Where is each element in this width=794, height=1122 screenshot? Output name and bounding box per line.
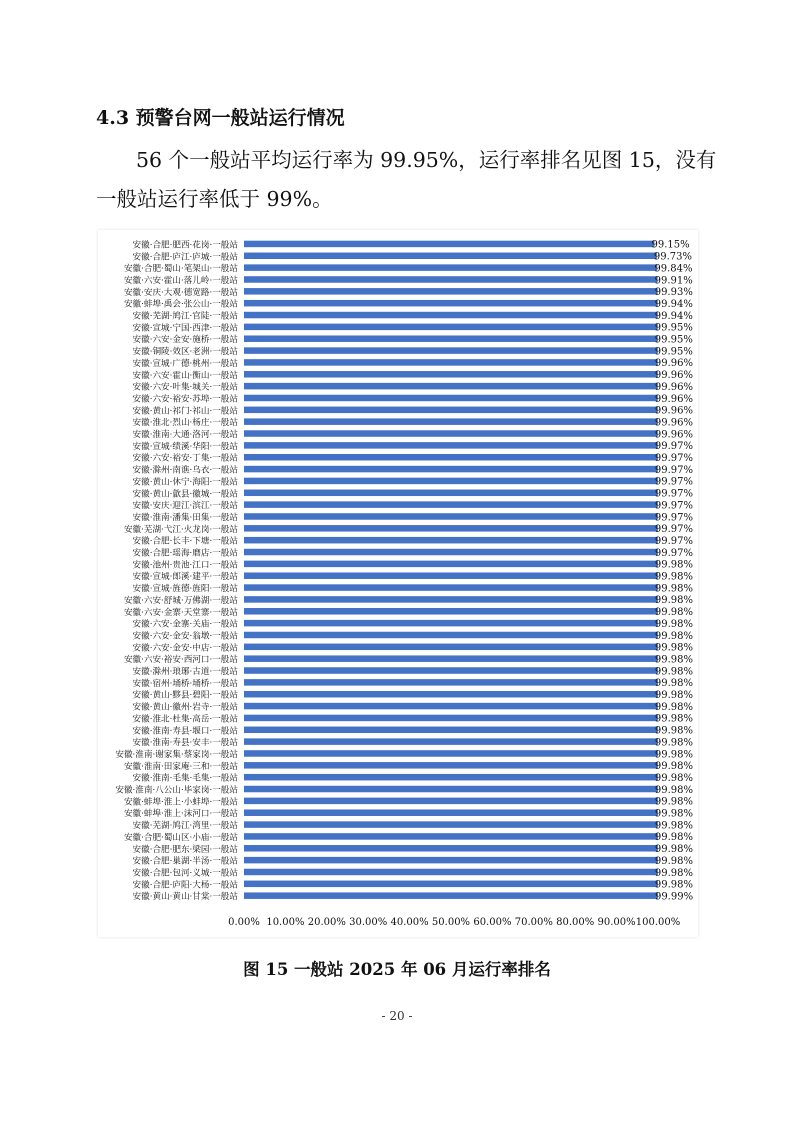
x-tick-label: 60.00% [473, 917, 512, 928]
value-label: 99.98% [654, 654, 694, 666]
data-bar [244, 395, 658, 402]
page-number: - 20 - [381, 1009, 413, 1023]
category-label: 安徽·黄山·黄山·甘棠·一般站 [132, 892, 238, 903]
value-label: 99.98% [654, 713, 694, 725]
category-label: 安徽·宣城·宁国·西津·一般站 [132, 323, 238, 334]
x-tick-label: 40.00% [390, 917, 429, 928]
data-bar [244, 809, 658, 816]
data-bar [244, 442, 658, 449]
data-bar [244, 596, 658, 603]
value-label: 99.98% [654, 867, 694, 879]
category-label: 安徽·六安·霍山·落儿岭·一般站 [123, 275, 238, 286]
value-label: 99.97% [654, 464, 694, 476]
value-label: 99.94% [654, 310, 693, 322]
data-bar [244, 537, 658, 544]
bar-chart [98, 230, 698, 937]
value-label: 99.98% [654, 796, 694, 808]
data-bar [244, 620, 658, 627]
data-bar [244, 513, 658, 520]
category-label: 安徽·铜陵·效区·老洲·一般站 [132, 347, 238, 358]
value-label: 99.98% [654, 595, 694, 607]
x-tick-label: 90.00% [597, 917, 636, 928]
category-label: 安徽·芜湖·鸠江·官陡·一般站 [132, 311, 238, 322]
data-bar [244, 798, 658, 805]
category-label: 安徽·宣城·郎溪·建平·一般站 [132, 572, 238, 583]
category-label: 安徽·六安·金安·中店·一般站 [132, 643, 238, 654]
data-bar [244, 833, 658, 840]
value-label: 99.96% [654, 358, 693, 370]
category-label: 安徽·黄山·黟县·碧阳·一般站 [132, 690, 238, 701]
category-label: 安徽·安庆·大观·德宽路·一般站 [123, 287, 238, 298]
data-bar [244, 715, 658, 722]
data-bar [244, 276, 658, 283]
data-bar [244, 288, 658, 295]
category-label: 安徽·黄山·歙县·徽城·一般站 [132, 489, 238, 500]
value-label: 99.15% [651, 239, 690, 251]
data-bar [244, 324, 658, 331]
data-bar [244, 561, 658, 568]
category-label: 安徽·六安·裕安·苏埠·一般站 [132, 394, 238, 405]
value-label: 99.98% [654, 820, 694, 832]
value-label: 99.98% [654, 749, 694, 761]
category-label: 安徽·滁州·琅琊·古道·一般站 [132, 667, 238, 678]
value-label: 99.98% [654, 583, 694, 595]
value-label: 99.98% [654, 701, 694, 713]
x-tick-label: 50.00% [431, 917, 471, 928]
category-label: 安徽·六安·金寨·天堂寨·一般站 [123, 607, 238, 618]
value-label: 99.84% [654, 263, 693, 275]
data-bar [244, 738, 658, 745]
category-label: 安徽·淮南·寿县·安丰·一般站 [132, 738, 238, 749]
data-bar [244, 608, 658, 615]
data-bar [244, 703, 658, 710]
value-label: 99.97% [654, 476, 694, 488]
value-label: 99.73% [653, 251, 693, 263]
value-label: 99.98% [654, 844, 694, 856]
value-label: 99.97% [654, 500, 694, 512]
data-bar [244, 418, 658, 425]
value-label: 99.98% [654, 678, 694, 690]
data-bar [244, 454, 658, 461]
value-label: 99.91% [654, 275, 693, 287]
category-label: 安徽·淮北·烈山·杨庄·一般站 [132, 418, 238, 429]
data-bar [244, 572, 658, 579]
category-label: 安徽·淮南·大通·洛河·一般站 [132, 430, 238, 441]
value-label: 99.97% [654, 441, 694, 453]
value-label: 99.96% [654, 405, 693, 417]
category-label: 安徽·芜湖·弋江·火龙岗·一般站 [123, 524, 238, 535]
category-label: 安徽·黄山·徽州·岩寺·一般站 [132, 702, 238, 713]
value-label: 99.98% [654, 772, 694, 784]
data-bar [244, 869, 658, 876]
value-label: 99.97% [654, 547, 694, 559]
category-label: 安徽·合肥·蜀山区·小庙·一般站 [123, 832, 238, 843]
category-label: 安徽·六安·霍山·衡山·一般站 [132, 370, 238, 381]
data-bar [244, 881, 658, 888]
data-bar [244, 525, 658, 532]
value-label: 99.95% [654, 322, 693, 334]
category-label: 安徽·蚌埠·禹会·张公山·一般站 [123, 299, 238, 310]
data-bar [244, 490, 658, 497]
category-label: 安徽·淮南·寿县·堰口·一般站 [132, 726, 238, 737]
value-label: 99.94% [654, 298, 693, 310]
chart-container [98, 230, 698, 937]
category-label: 安徽·合肥·蜀山·笔架山·一般站 [123, 264, 238, 275]
value-label: 99.96% [654, 370, 693, 382]
category-label: 安徽·六安·裕安·西河口·一般站 [123, 655, 238, 666]
data-bar [244, 750, 658, 757]
x-tick-label: 80.00% [556, 917, 595, 928]
category-label: 安徽·合肥·肥西·花岗·一般站 [132, 240, 238, 251]
data-bar [244, 371, 658, 378]
value-label: 99.98% [654, 690, 694, 702]
value-label: 99.98% [654, 737, 694, 749]
data-bar [244, 312, 658, 319]
value-label: 99.98% [654, 630, 694, 642]
data-bar [244, 762, 658, 769]
category-label: 安徽·淮南·八公山·毕家岗·一般站 [115, 785, 238, 796]
data-bar [244, 430, 658, 437]
data-bar [244, 857, 658, 864]
data-bar [244, 667, 658, 674]
section-heading: 4.3 预警台网一般站运行情况 [96, 107, 345, 129]
category-label: 安徽·淮南·谢家集·蔡家岗·一般站 [115, 749, 238, 760]
data-bar [244, 892, 658, 899]
category-label: 安徽·宿州·埇桥·埇桥·一般站 [132, 678, 238, 689]
data-bar [244, 466, 658, 473]
value-label: 99.96% [654, 381, 693, 393]
category-label: 安徽·合肥·包河·义城·一般站 [132, 868, 238, 879]
category-label: 安徽·六安·金寨·关庙·一般站 [132, 619, 238, 630]
category-label: 安徽·蚌埠·淮上·小蚌埠·一般站 [123, 797, 238, 808]
value-label: 99.96% [654, 393, 693, 405]
x-tick-label: 0.00% [228, 917, 260, 928]
category-label: 安徽·池州·贵池·江口·一般站 [132, 560, 238, 571]
data-bar [244, 383, 658, 390]
data-bar [244, 478, 658, 485]
category-label: 安徽·六安·叶集·城关·一般站 [132, 382, 238, 393]
category-label: 安徽·蚌埠·淮上·沫河口·一般站 [123, 809, 238, 820]
data-bar [244, 786, 658, 793]
value-label: 99.93% [654, 287, 693, 299]
category-label: 安徽·滁州·南谯·乌衣·一般站 [132, 465, 238, 476]
paragraph-line-2: 一般站运行率低于 99%。 [96, 187, 333, 211]
data-bar [244, 300, 658, 307]
category-label: 安徽·六安·裕安·丁集·一般站 [132, 453, 238, 464]
category-label: 安徽·安庆·迎江·滨江·一般站 [132, 501, 238, 512]
value-label: 99.99% [654, 891, 694, 903]
category-label: 安徽·合肥·庐阳·大杨·一般站 [132, 880, 238, 891]
category-label: 安徽·淮南·毛集·毛集·一般站 [132, 773, 238, 784]
data-bar [244, 691, 658, 698]
value-label: 99.97% [654, 524, 694, 536]
value-label: 99.95% [654, 334, 693, 346]
data-bar [244, 655, 658, 662]
data-bar [244, 253, 657, 260]
category-label: 安徽·合肥·长丰·下塘·一般站 [132, 536, 238, 547]
data-bar [244, 679, 658, 686]
value-label: 99.98% [654, 642, 694, 654]
value-label: 99.98% [654, 607, 694, 619]
value-label: 99.95% [654, 346, 693, 358]
data-bar [244, 241, 654, 248]
category-label: 安徽·合肥·巢湖·半汤·一般站 [132, 856, 238, 867]
value-label: 99.98% [654, 832, 694, 844]
category-label: 安徽·淮南·田家庵·三和·一般站 [123, 761, 238, 772]
x-tick-label: 30.00% [349, 917, 388, 928]
value-label: 99.97% [654, 512, 694, 524]
category-label: 安徽·黄山·休宁·海阳·一般站 [132, 477, 238, 488]
value-label: 99.97% [654, 453, 694, 465]
value-label: 99.98% [654, 855, 694, 867]
category-label: 安徽·淮北·杜集·高岳·一般站 [132, 714, 238, 725]
figure-caption: 图 15 一般站 2025 年 06 月运行率排名 [243, 960, 551, 979]
value-label: 99.98% [654, 618, 694, 630]
category-label: 安徽·宣城·广德·桃州·一般站 [132, 358, 238, 369]
data-bar [244, 501, 658, 508]
value-label: 99.98% [654, 879, 694, 891]
x-tick-label: 100.00% [635, 917, 681, 928]
value-label: 99.97% [654, 488, 694, 500]
category-label: 安徽·合肥·庐江·庐城·一般站 [132, 252, 238, 263]
category-label: 安徽·淮南·潘集·田集·一般站 [132, 512, 238, 523]
x-tick-label: 10.00% [266, 917, 305, 928]
value-label: 99.98% [654, 761, 694, 773]
data-bar [244, 632, 658, 639]
value-label: 99.97% [654, 535, 694, 547]
category-label: 安徽·宣城·绩溪·华阳·一般站 [132, 441, 238, 452]
category-label: 安徽·芜湖·鸠江·湾里·一般站 [132, 821, 238, 832]
value-label: 99.98% [654, 571, 694, 583]
value-label: 99.96% [654, 429, 693, 441]
data-bar [244, 644, 658, 651]
data-bar [244, 821, 658, 828]
category-label: 安徽·六安·金安·施桥·一般站 [132, 335, 238, 346]
data-bar [244, 727, 658, 734]
category-label: 安徽·宣城·旌德·旌阳·一般站 [132, 584, 238, 595]
category-label: 安徽·六安·金安·翁墩·一般站 [132, 631, 238, 642]
value-label: 99.96% [654, 417, 693, 429]
value-label: 99.98% [654, 808, 694, 820]
data-bar [244, 264, 657, 271]
data-bar [244, 549, 658, 556]
value-label: 99.98% [654, 784, 694, 796]
category-label: 安徽·六安·舒城·万佛湖·一般站 [123, 595, 238, 606]
value-label: 99.98% [654, 559, 694, 571]
paragraph-line-1: 56 个一般站平均运行率为 99.95%，运行率排名见图 15，没有 [136, 148, 717, 172]
x-tick-label: 20.00% [307, 917, 346, 928]
category-label: 安徽·黄山·祁门·祁山·一般站 [132, 406, 238, 417]
value-label: 99.98% [654, 666, 694, 678]
x-tick-label: 70.00% [514, 917, 553, 928]
data-bar [244, 774, 658, 781]
category-label: 安徽·合肥·瑶海·磨店·一般站 [132, 548, 238, 559]
data-bar [244, 347, 658, 354]
data-bar [244, 335, 658, 342]
data-bar [244, 407, 658, 414]
value-label: 99.98% [654, 725, 694, 737]
category-label: 安徽·合肥·肥东·梁园·一般站 [132, 844, 238, 855]
data-bar [244, 359, 658, 366]
data-bar [244, 845, 658, 852]
data-bar [244, 584, 658, 591]
